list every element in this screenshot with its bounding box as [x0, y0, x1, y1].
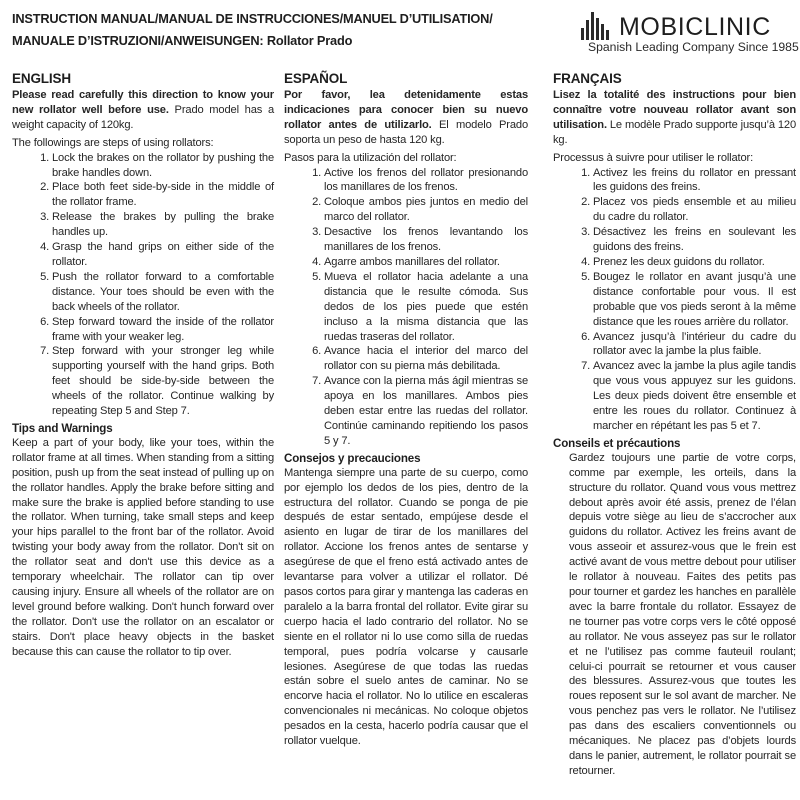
- steps-intro: Pasos para la utilización del rollator:: [284, 151, 457, 164]
- step-item: 5. Push the rollator forward to a comfortable distance. Your toes should be even with the back wheels of the rollator.: [52, 270, 274, 315]
- step-item: 1. Activez les freins du rollator en pressant les guidons des freins.: [593, 166, 796, 196]
- step-item: 2. Place both feet side-by-side in the middle of the rollator frame.: [52, 180, 274, 210]
- step-item: 2. Coloque ambos pies juntos en medio del marco del rollator.: [324, 195, 528, 225]
- english-column: [12, 70, 274, 663]
- section-heading-francais: FRANÇAIS: [553, 71, 622, 86]
- mobiclinic-logo: [581, 6, 799, 54]
- intro-text: El modelo Prado soporta un peso de hasta 120 kg.: [284, 118, 528, 146]
- manual-title-line-2: MANUALE D’ISTRUZIONI/ANWEISUNGEN: Rollator Prado: [12, 33, 353, 48]
- step-item: 4. Prenez les deux guidons du rollator.: [593, 255, 796, 270]
- tips-heading: Consejos y precauciones: [284, 451, 421, 465]
- step-item: 6. Avance hacia el interior del marco del rollator con su pierna más debilitada.: [324, 344, 528, 374]
- intro-paragraph: [12, 88, 274, 133]
- step-item: 4. Agarre ambos manillares del rollator.: [324, 255, 528, 270]
- steps-list: [553, 166, 796, 434]
- espanol-column: [284, 70, 528, 752]
- francais-column: [553, 70, 796, 779]
- step-item: 4. Grasp the hand grips on either side of the rollator.: [52, 240, 274, 270]
- step-item: 5. Bougez le rollator en avant jusqu’à une distance confortable pour vous. Il est probable que vos pieds seront à la même distance que les roues arrière du rollator.: [593, 270, 796, 330]
- intro-bold-text: Lisez la totalité des instructions pour bien connaître votre nouveau rollator avant son utilisation.: [553, 89, 796, 131]
- logo-bars-icon: [581, 12, 615, 40]
- section-heading-english: ENGLISH: [12, 71, 71, 86]
- step-item: 7. Avancez avec la jambe la plus agile tandis que vous vous appuyez sur les guidons. Les deux pieds doivent être ensemble et entre les roues du rollator. Continuez à marcher en répétant les pas 5 et 7.: [593, 359, 796, 434]
- intro-text: Le modèle Prado supporte jusqu’à 120 kg.: [553, 118, 796, 146]
- manual-title: [12, 8, 552, 52]
- steps-intro: The followings are steps of using rollators:: [12, 136, 214, 149]
- tips-paragraph: Mantenga siempre una parte de su cuerpo, como por ejemplo los dedos de los pies, dentro de la estructura del rollator. Cuando se ponga de pie después de estar sentado, empújese desde el asiento en lugar de tirar de los manillares del rollator. Accione los frenos antes de sentarse y asegúrese de que el freno está activado antes de levantarse para volver a utilizar el rollator. Dé pasos cortos para girar y mantenga las caderas en paralelo a la barra frontal del rollator. Evite girar su cuerpo hacia el lado contrario del rollator. No se siente en el rollator ni lo use como silla de ruedas temporal, pues podría volcarse y causarle lesiones. Asegúrese de que todas las ruedas están sobre el suelo antes de caminar. No se encorve hacia el rollator. No lo utilice en escaleras convencionales ni mecánicas. No coloque objetos pesados en la cesta, hacerlo podría causar que el rollator vuelque.: [284, 466, 528, 748]
- step-item: 6. Avancez jusqu’à l’intérieur du cadre du rollator avec la jambe la plus faible.: [593, 330, 796, 360]
- step-item: 7. Avance con la pierna más ágil mientras se apoya en los manillares. Ambos pies deben estar entre las ruedas del rollator. Continúe caminando repitiendo los pasos 5 y 7.: [324, 374, 528, 449]
- tips-paragraph: Keep a part of your body, like your toes, within the rollator frame at all times. When standing from a sitting position, push up from the seat instead of pulling up on the rollator handles. Apply the brake before sitting and make sure the brake is applied before standing to use the rollator. When turning, take small steps and keep your hips parallel to the front bar of the rollator. Avoid twisting your body away from the rollator. Don't sit on the rollator seat and don't use this device as a temporary wheelchair. The rollator can tip over causing injury. Ensure all wheels of the rollator are on level ground before walking. Don't hunch forward over the rollator. Don't use the rollator on an escalator or stairs. Don't place heavy objects in the basket because this can cause the rollator to tip over.: [12, 436, 274, 658]
- step-item: 7. Step forward with your stronger leg while supporting yourself with the hand grips. Both feet should be side-by-side between the wheels of the rollator. Continue walking by repeating Step 5 and Step 7.: [52, 344, 274, 419]
- step-item: 3. Desactive los frenos levantando los manillares de los frenos.: [324, 225, 528, 255]
- step-item: 1. Active los frenos del rollator presionando los manillares de los frenos.: [324, 166, 528, 196]
- intro-paragraph: [284, 88, 528, 148]
- manual-title-line-1: INSTRUCTION MANUAL/MANUAL DE INSTRUCCIONES/MANUEL D’UTILISATION/: [12, 11, 493, 26]
- logo-brand-name: MOBICLINIC: [619, 13, 771, 41]
- step-item: 3. Désactivez les freins en soulevant les guidons des freins.: [593, 225, 796, 255]
- tips-paragraph: Gardez toujours une partie de votre corps, comme par exemple, les orteils, dans la structure du rollator. Quand vous vous mettrez debout après avoir été assis, prenez de l’élan depuis votre siège au lieu de s’accrocher aux guidons du rollator. Activez les freins avant de vous asseoir et assurez-vous que le frein est activé avant de vous mettre debout pour utiliser le rollator à nouveau. Faites des petits pas pour tourner et gardez les hanches en parallèle avec la barre frontale du rollator. Essayez de ne tourner pas votre corps vers le côté opposé au rollator. Ne vous asseyez pas sur le rollator et ne l’utilisez pas comme fauteuil roulant; celui-ci pourrait se retourner et vous causer des blessures. Assurez-vous que toutes les roues reposent sur le sol avant de marcher. Ne vous penchez pas vers le rollator. Ne l’utilisez pas dans des escaliers conventionnels ou mécaniques. Ne placez pas d’objets lourds dans le panier, autrement, le rollator pourrait se retourner.: [569, 451, 796, 777]
- steps-list: [284, 166, 528, 449]
- intro-bold-text: Por favor, lea detenidamente estas indicaciones para conocer bien su nuevo rollator antes de utilizarlo.: [284, 89, 528, 131]
- tips-heading: Tips and Warnings: [12, 421, 113, 435]
- intro-paragraph: [553, 88, 796, 148]
- intro-bold-text: Please read carefully this direction to know your new rollator well before use.: [12, 89, 274, 116]
- step-item: 1. Lock the brakes on the rollator by pushing the brake handles down.: [52, 151, 274, 181]
- logo-tagline: Spanish Leading Company Since 1985: [588, 40, 799, 54]
- intro-text: Prado model has a weight capacity of 120kg.: [12, 103, 274, 131]
- section-heading-espanol: ESPAÑOL: [284, 71, 348, 86]
- step-item: 6. Step forward toward the inside of the rollator frame with your weaker leg.: [52, 315, 274, 345]
- step-item: 2. Placez vos pieds ensemble et au milieu du cadre du rollator.: [593, 195, 796, 225]
- tips-heading: Conseils et précautions: [553, 436, 681, 450]
- step-item: 3. Release the brakes by pulling the brake handles up.: [52, 210, 274, 240]
- steps-list: [12, 151, 274, 419]
- steps-intro: Processus à suivre pour utiliser le rollator:: [553, 151, 754, 164]
- step-item: 5. Mueva el rollator hacia adelante a una distancia que le resulte cómoda. Sus dedos de los pies puede que estén incluso a la misma distancia que las ruedas traseras del rollator.: [324, 270, 528, 345]
- page-header: [0, 0, 800, 62]
